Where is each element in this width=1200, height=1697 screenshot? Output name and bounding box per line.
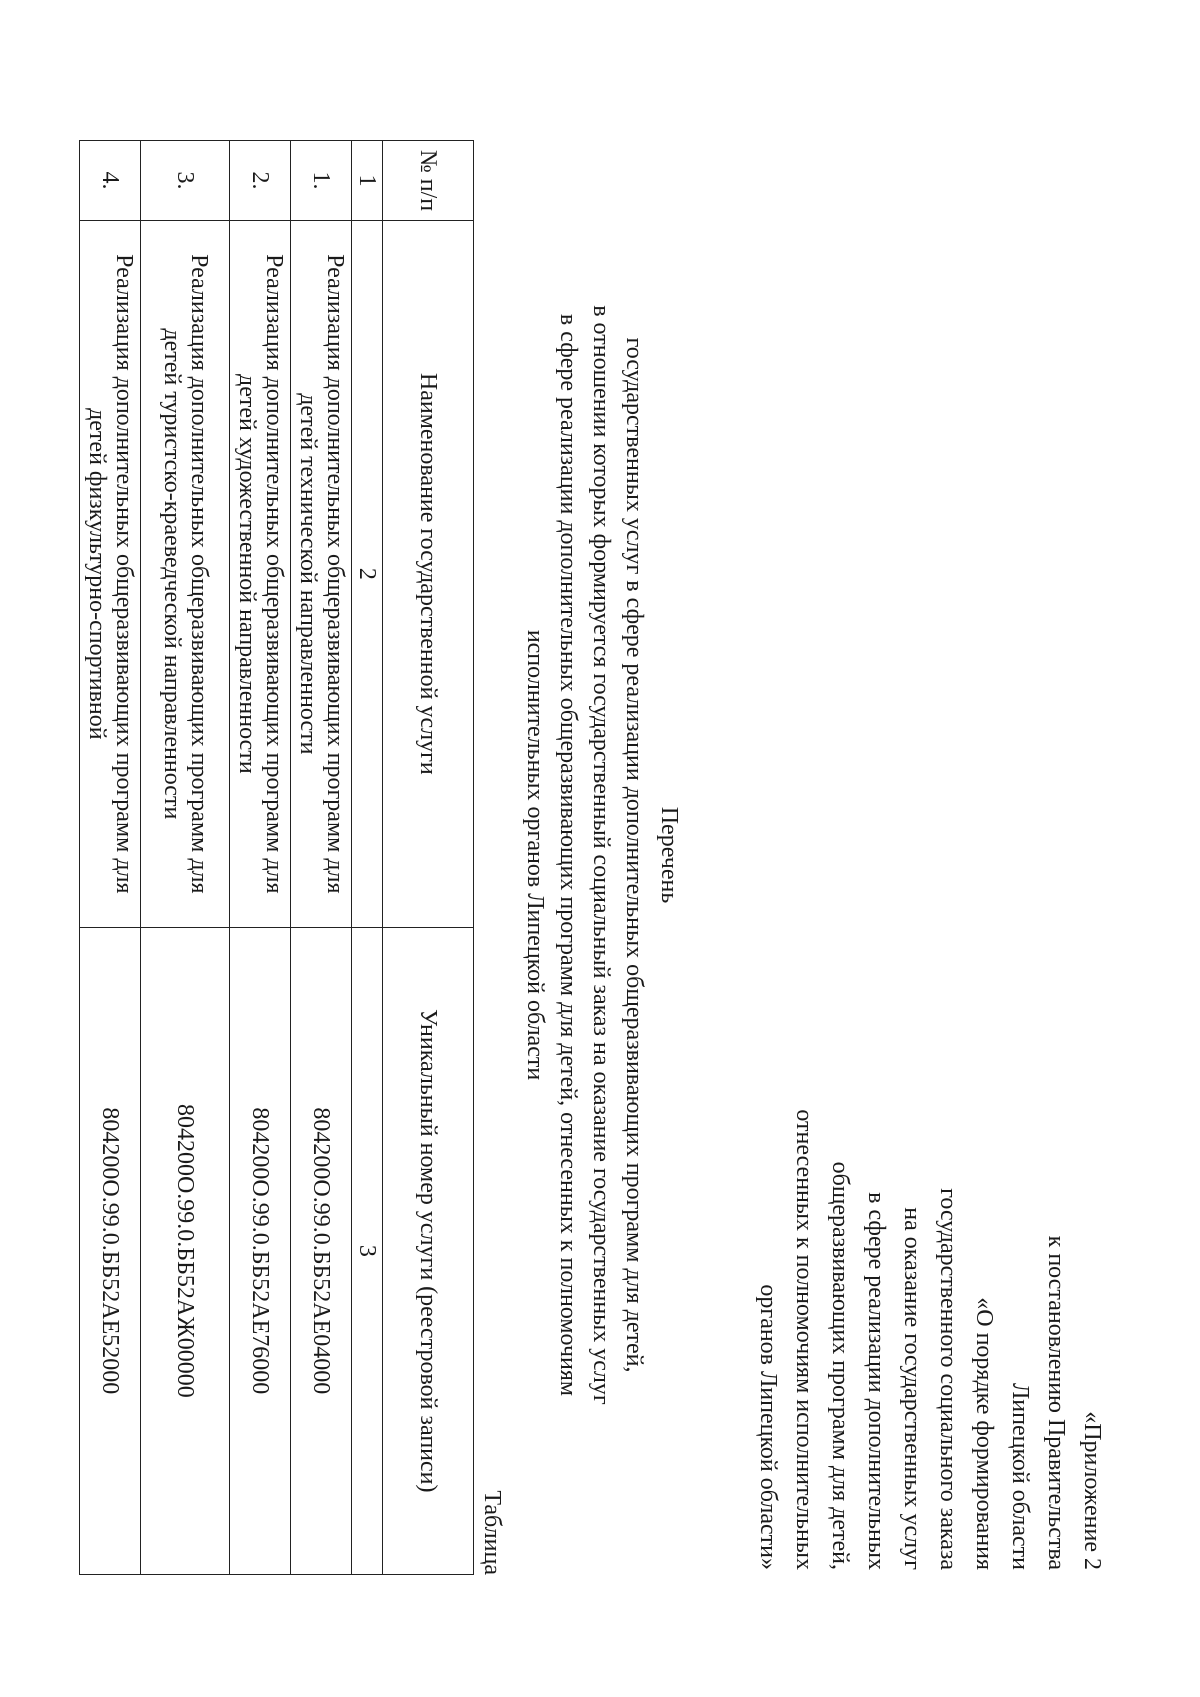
column-number: 3 <box>352 927 383 1574</box>
registry-code: 804200О.99.0.ББ52АЕ52000 <box>80 927 141 1574</box>
table-row <box>230 141 291 1575</box>
appendix-line: к постановлению Правительства <box>1043 1235 1069 1570</box>
registry-code: 804200О.99.0.ББ52АЖ00000 <box>141 927 230 1574</box>
appendix-line: Липецкой области <box>1007 1383 1033 1570</box>
registry-code: 804200О.99.0.ББ52АЕ76000 <box>230 927 291 1574</box>
subtitle-line: государственных услуг в сфере реализации дополнительных общеразвивающих программ для детей, <box>621 337 647 1373</box>
service-name: Реализация дополнительных общеразвивающих программ для детей туристско-краеведческой направленности <box>141 221 230 928</box>
header-number: № п/п <box>383 141 474 221</box>
row-number: 1. <box>291 141 352 221</box>
table-label: Таблица <box>479 1490 505 1575</box>
appendix-line: общеразвивающих программ для детей, <box>827 1161 853 1570</box>
table-row <box>291 141 352 1575</box>
document-title: Перечень <box>656 806 682 904</box>
appendix-line: отнесенных к полномочиям исполнительных <box>791 1109 817 1570</box>
service-name: Реализация дополнительных общеразвивающих программ для детей физкультурно-спортивной <box>80 221 141 928</box>
appendix-line: «Приложение 2 <box>1079 1411 1105 1570</box>
column-number: 1 <box>352 141 383 221</box>
header-registry-code: Уникальный номер услуги (реестровой записи) <box>383 927 474 1574</box>
appendix-line: «О порядке формирования <box>971 1297 997 1570</box>
table-row <box>141 141 230 1575</box>
subtitle-line: в сфере реализации дополнительных общеразвивающих программ для детей, отнесенных к полномочиям <box>555 313 581 1397</box>
row-number: 4. <box>80 141 141 221</box>
row-number: 3. <box>141 141 230 221</box>
column-number: 2 <box>352 221 383 928</box>
table-header-row <box>383 141 474 1575</box>
table-row <box>80 141 141 1575</box>
rotated-page-content <box>60 120 1155 1590</box>
service-name: Реализация дополнительных общеразвивающих программ для детей художественной направленности <box>230 221 291 928</box>
document-subtitle <box>518 120 650 1590</box>
subtitle-line: исполнительных органов Липецкой области <box>522 629 548 1081</box>
appendix-line: в сфере реализации дополнительных <box>863 1192 889 1570</box>
appendix-line: на оказание государственных услуг <box>899 1207 925 1570</box>
column-number-row <box>352 141 383 1575</box>
row-number: 2. <box>230 141 291 221</box>
appendix-line: государственного социального заказа <box>935 1188 961 1570</box>
appendix-header <box>750 1030 1110 1570</box>
header-service-name: Наименование государственной услуги <box>383 221 474 928</box>
service-name: Реализация дополнительных общеразвивающих программ для детей технической направленности <box>291 221 352 928</box>
subtitle-line: в отношении которых формируется государственный социальный заказ на оказание государственных услуг <box>588 305 614 1405</box>
appendix-line: органов Липецкой области» <box>755 1284 781 1570</box>
registry-code: 804200О.99.0.ББ52АЕ04000 <box>291 927 352 1574</box>
services-table <box>79 140 474 1575</box>
